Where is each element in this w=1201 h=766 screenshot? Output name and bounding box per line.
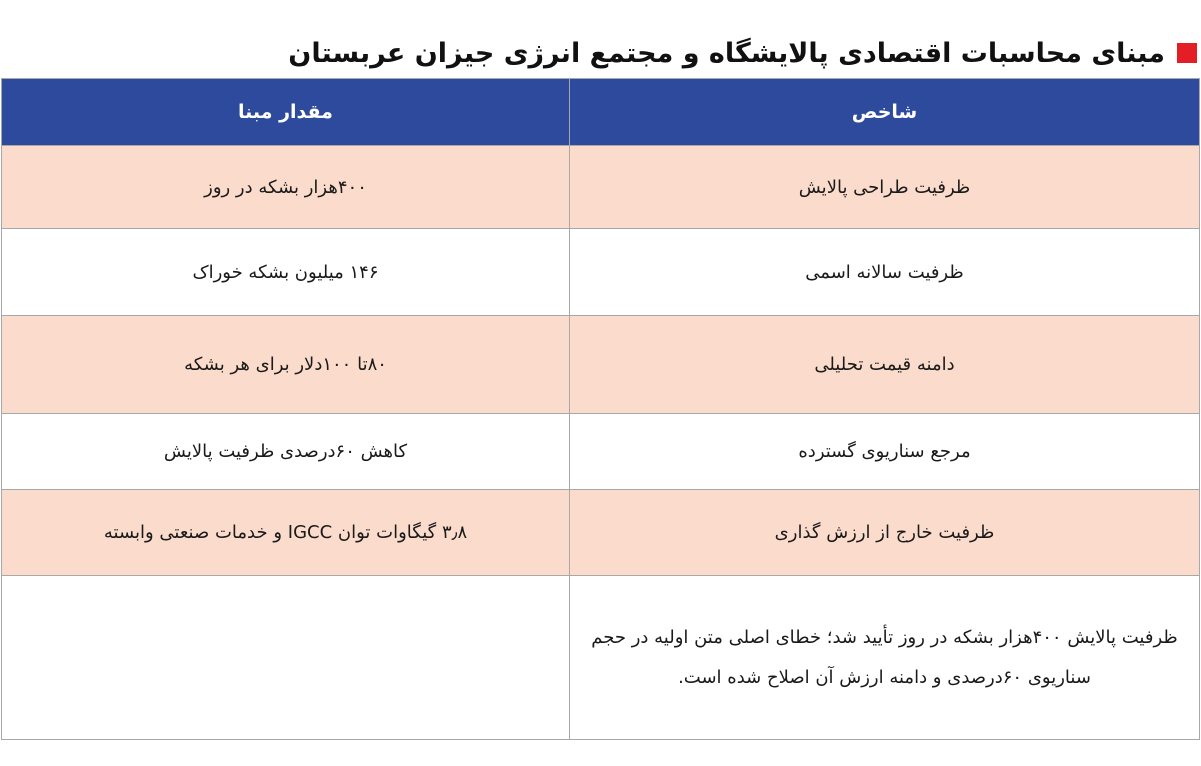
value-cell: ۴۰۰هزار بشکه در روز [2,146,570,229]
table-row [2,146,1200,229]
value-cell: ۸۰تا ۱۰۰دلار برای هر بشکه [2,316,570,414]
table-header-row [2,79,1200,146]
table-row-note [2,576,1200,740]
note-cell: ظرفیت پالایش ۴۰۰هزار بشکه در روز تأیید شد؛ خطای اصلی متن اولیه در حجم سناریوی ۶۰درصدی و دامنه ارزش آن اصلاح شده است. [570,576,1200,740]
value-cell: کاهش ۶۰درصدی ظرفیت پالایش [2,414,570,490]
value-cell: ۱۴۶ میلیون بشکه خوراک [2,229,570,316]
title-bar [288,30,1197,76]
table-row [2,229,1200,316]
indicator-cell: مرجع سناریوی گسترده [570,414,1200,490]
empty-value-cell [2,576,570,740]
red-square-icon [1177,43,1197,63]
header-value: مقدار مبنا [2,79,570,146]
table-row [2,316,1200,414]
indicator-cell: ظرفیت سالانه اسمی [570,229,1200,316]
value-cell: ۳٫۸ گیگاوات توان IGCC و خدمات صنعتی وابسته [2,490,570,576]
indicator-cell: ظرفیت خارج از ارزش گذاری [570,490,1200,576]
header-indicator: شاخص [570,79,1200,146]
table-row [2,490,1200,576]
table-row [2,414,1200,490]
indicator-cell: ظرفیت طراحی پالایش [570,146,1200,229]
page-title: مبنای محاسبات اقتصادی پالایشگاه و مجتمع انرژی جیزان عربستان [288,37,1165,69]
data-table [1,78,1200,740]
indicator-cell: دامنه قیمت تحلیلی [570,316,1200,414]
